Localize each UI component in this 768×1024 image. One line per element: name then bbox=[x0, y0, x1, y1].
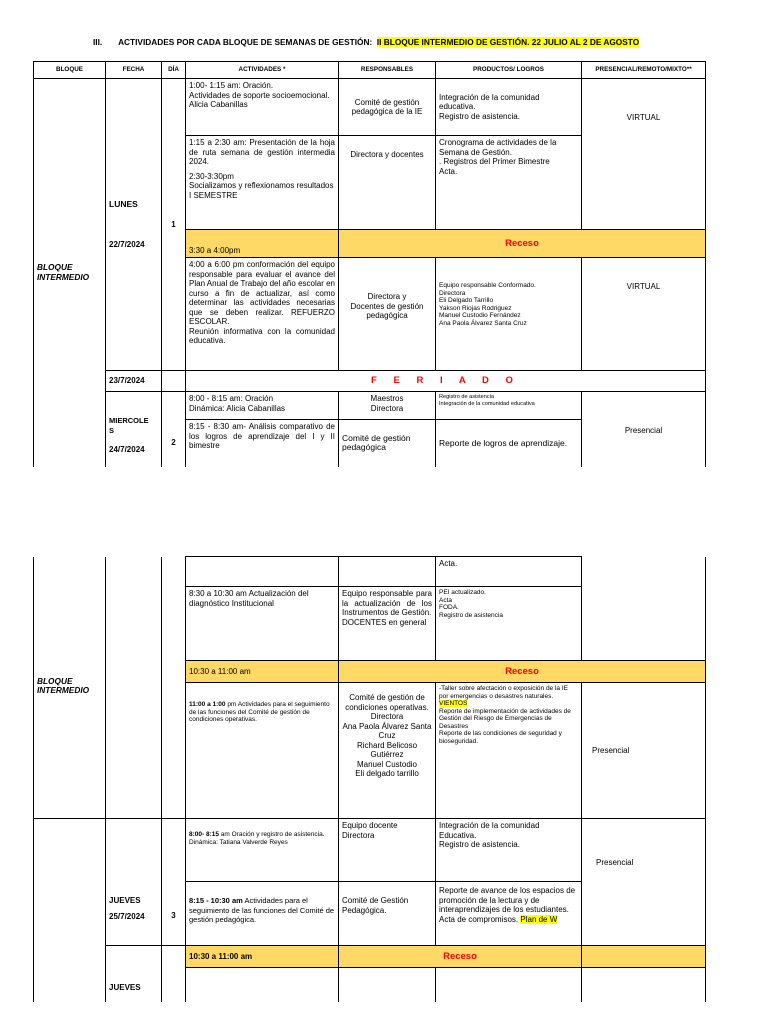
section-highlight: II BLOQUE INTERMEDIO DE GESTIÓN. 22 JULIO AL 2 DE AGOSTO bbox=[376, 37, 640, 47]
products-highlight: VIENTOS bbox=[439, 700, 468, 707]
activity-cell: 8:30 a 10:30 am Actualización del diagnóstico Institucional bbox=[186, 587, 339, 661]
products-cell: Reporte de logros de aprendizaje. bbox=[436, 420, 582, 467]
day-name-lunes: LUNES bbox=[109, 199, 138, 209]
empty-date-cell bbox=[106, 557, 162, 819]
col-header-bloque: BLOQUE bbox=[34, 62, 106, 79]
responsible-cell: Maestros Directora bbox=[339, 392, 436, 420]
products-cell: Cronograma de actividades de la Semana de Gestión. . Registros del Primer Bimestre Acta. bbox=[436, 136, 582, 230]
responsible-cell: Equipo responsable para la actualización de los Instrumentos de Gestión. DOCENTES en general bbox=[339, 587, 436, 661]
responsible-cell: Comité de gestión pedagógica de la IE bbox=[339, 79, 436, 136]
block-label: BLOQUE INTERMEDIO bbox=[37, 675, 90, 696]
table-header-row bbox=[34, 62, 706, 79]
table-row bbox=[34, 819, 706, 882]
day-num-3: 3 bbox=[162, 819, 186, 946]
date-cell-miercoles bbox=[106, 392, 162, 467]
section-title: ACTIVIDADES POR CADA BLOQUE DE SEMANAS DE GESTIÓN: bbox=[118, 37, 373, 47]
products-text: Reporte de implementación de actividades de Gestión del Riesgo de Emergencias de Desastres Reporte de las condiciones de seguridad y bioseguridad. bbox=[439, 707, 571, 745]
products-cell: PEI actualizado. Acta FODA. Registro de asistencia bbox=[436, 587, 582, 661]
block-label-cell bbox=[34, 557, 106, 819]
recess-label: Receso bbox=[339, 946, 582, 968]
empty-day-cell bbox=[162, 557, 186, 819]
date-miercoles: 24/7/2024 bbox=[109, 445, 145, 454]
empty-block-cell bbox=[34, 819, 106, 1002]
activity-time: 8:00- 8:15 bbox=[189, 831, 219, 838]
block-label: BLOQUE INTERMEDIO bbox=[34, 79, 106, 467]
date-cell-jueves bbox=[106, 819, 162, 946]
responsible-cell bbox=[339, 557, 436, 587]
responsible-cell: Directora y docentes bbox=[339, 136, 436, 230]
section-header bbox=[93, 37, 639, 47]
recess-empty bbox=[582, 946, 706, 968]
activity-cell bbox=[186, 968, 339, 1002]
activity-cell: 1:00- 1:15 am: Oración. Actividades de soporte socioemocional. Alicia Cabanillas bbox=[186, 79, 339, 136]
empty-cell bbox=[162, 371, 186, 392]
activity-text: pm Actividades para el seguimiento de las funciones del Comité de gestión de condiciones operativas. bbox=[189, 701, 330, 723]
products-cell: Equipo responsable Conformado. Directora Eli Delgado Tarrillo Yakson Riojas Rodriguez Manuel Custodio Fernández Ana Paola Álvarez Santa Cruz bbox=[436, 258, 582, 371]
day-name-jueves: JUEVES bbox=[109, 896, 141, 905]
mode-cell: VIRTUAL bbox=[582, 258, 706, 371]
day-name-jueves-2: JUEVES bbox=[106, 946, 162, 1002]
products-cell: Acta. bbox=[436, 557, 582, 587]
table-row bbox=[34, 392, 706, 420]
mode-cell: Presencial bbox=[582, 392, 706, 467]
col-header-modalidad: PRESENCIAL/REMOTO/MIXTO** bbox=[582, 62, 706, 79]
activity-cell bbox=[186, 882, 339, 946]
products-cell bbox=[436, 882, 582, 946]
recess-time: 3:30 a 4:00pm bbox=[186, 230, 339, 258]
activity-cell bbox=[186, 136, 339, 230]
col-header-productos: PRODUCTOS/ LOGROS bbox=[436, 62, 582, 79]
responsible-cell: Comité de gestión de condiciones operativas. Directora Ana Paola Álvarez Santa Cruz Richard Belicoso Gutiérrez Manuel Custodio Eli delgado tarrillo bbox=[339, 683, 436, 819]
day-num-2: 2 bbox=[162, 392, 186, 467]
mode-cell: VIRTUAL bbox=[582, 79, 706, 230]
products-cell bbox=[436, 968, 582, 1002]
date-lunes: 22/7/2024 bbox=[109, 239, 145, 249]
products-cell: Integración de la comunidad educativa. Registro de asistencia. bbox=[436, 79, 582, 136]
products-highlight: Plan de W bbox=[520, 914, 558, 924]
responsible-cell bbox=[339, 968, 436, 1002]
holiday-label: F E R I A D O bbox=[186, 371, 706, 392]
date-feriado: 23/7/2024 bbox=[106, 371, 162, 392]
activities-table-page2 bbox=[33, 556, 706, 1002]
activity-text: 2:30-3:30pm Socializamos y reflexionamos resultados I SEMESTRE bbox=[189, 171, 334, 200]
col-header-responsables: RESPONSABLES bbox=[339, 62, 436, 79]
activities-table-page1 bbox=[33, 61, 706, 467]
products-cell bbox=[436, 683, 582, 819]
section-numeral: III. bbox=[93, 37, 103, 47]
responsible-cell: Directora y Docentes de gestión pedagógica bbox=[339, 258, 436, 371]
empty-day-cell bbox=[162, 946, 186, 1002]
activity-text: Actividades para el seguimiento de las funciones del Comité de gestión pedagógica. bbox=[189, 896, 335, 924]
products-text: Reporte de avance de los espacios de promoción de la lectura y de interaprendizajes de los estudiantes. Acta de compromisos. bbox=[439, 886, 576, 924]
activity-time: 11:00 a 1:00 bbox=[189, 701, 226, 708]
products-cell: Registro de asistencia Integración de la comunidad educativa bbox=[436, 392, 582, 420]
day-num-1: 1 bbox=[162, 79, 186, 371]
holiday-row bbox=[34, 371, 706, 392]
date-jueves: 25/7/2024 bbox=[109, 911, 145, 921]
activity-cell bbox=[186, 819, 339, 882]
products-cell: Integración de la comunidad Educativa. Registro de asistencia. bbox=[436, 819, 582, 882]
col-header-dia: DÍA bbox=[162, 62, 186, 79]
activity-time: 8:15 - 10:30 am bbox=[189, 896, 243, 905]
table-row bbox=[34, 557, 706, 587]
responsible-cell: Comité de Gestión Pedagógica. bbox=[339, 882, 436, 946]
mode-cell bbox=[582, 557, 706, 661]
mode-cell: Presencial bbox=[582, 819, 706, 946]
activity-cell bbox=[186, 683, 339, 819]
products-text: -Taller sobre afectación o exposición de la IE por emergencias o desastres naturales. bbox=[439, 685, 568, 700]
mode-cell: Presencial bbox=[582, 683, 706, 819]
activity-text: am Oración y registro de asistencia. Dinámica: Tatiana Valverde Reyes bbox=[189, 831, 325, 846]
date-cell-lunes bbox=[106, 79, 162, 371]
recess-time: 10:30 a 11:00 am bbox=[186, 946, 339, 968]
responsible-cell: Comité de gestión pedagógica bbox=[339, 420, 436, 467]
table-row bbox=[34, 79, 706, 136]
day-name-miercoles: MIERCOLE S bbox=[109, 416, 149, 435]
mode-cell bbox=[582, 968, 706, 1002]
activity-cell bbox=[186, 557, 339, 587]
col-header-fecha: FECHA bbox=[106, 62, 162, 79]
recess-row bbox=[34, 946, 706, 968]
activity-cell: 4:00 a 6:00 pm conformación del equipo responsable para evaluar el avance del Plan Anual de Trabajo del año escolar en curso a fin de actualizar, así como determinar las actividades necesarias que se deben realizar. REFUERZO ESCOLAR. Reunión informativa con la comunidad educativa. bbox=[186, 258, 339, 371]
responsible-cell: Equipo docente Directora bbox=[339, 819, 436, 882]
recess-time: 10:30 a 11:00 am bbox=[186, 661, 339, 683]
activity-cell: 8:15 - 8:30 am- Análisis comparativo de los logros de aprendizaje del I y II bimestre bbox=[186, 420, 339, 467]
activity-text: 1:15 a 2:30 am: Presentación de la hoja de ruta semana de gestión intermedia 2024. bbox=[189, 138, 335, 166]
recess-label: Receso bbox=[339, 661, 706, 683]
col-header-actividades: ACTIVIDADES * bbox=[186, 62, 339, 79]
recess-label: Receso bbox=[339, 230, 706, 258]
activity-cell: 8:00 - 8:15 am: Oración Dinámica: Alicia Cabanillas bbox=[186, 392, 339, 420]
